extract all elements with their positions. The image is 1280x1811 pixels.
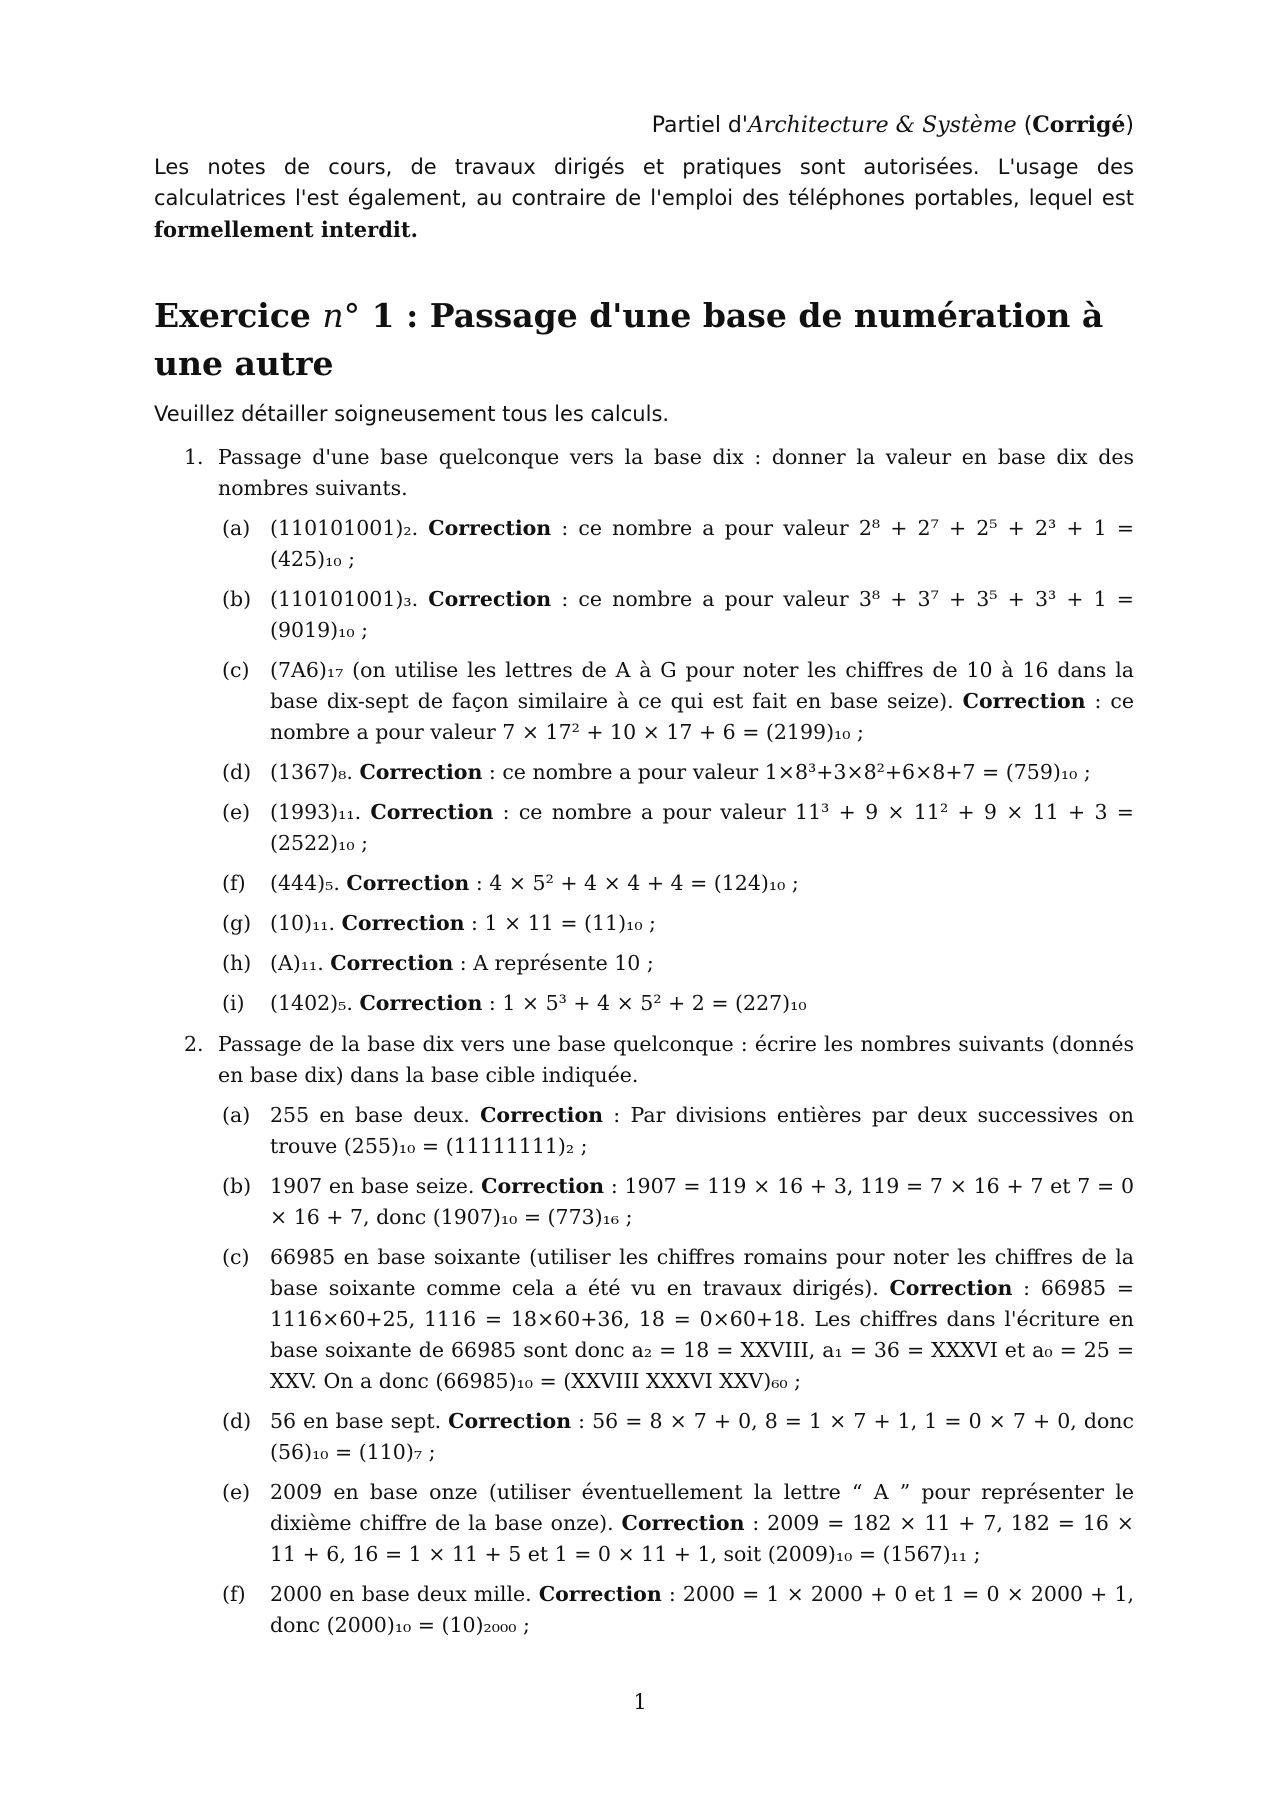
item-text — [270, 1579, 1134, 1641]
correction-answer: : ce nombre a pour valeur 3⁸ + 3⁷ + 3⁵ + 3³ + 1 = (9019)₁₀ ; — [270, 587, 1134, 642]
correction-label: Correction — [481, 1174, 605, 1198]
intro-emphasis: formellement interdit. — [154, 217, 418, 242]
item-text — [270, 757, 1134, 788]
correction-answer: : 56 = 8 × 7 + 0, 8 = 1 × 7 + 1, 1 = 0 × 7 + 0, donc (56)₁₀ = (110)₇ ; — [270, 1409, 1134, 1464]
item-label: (h) — [222, 951, 252, 975]
item-number: (1993)₁₁. — [270, 800, 362, 824]
course-name: Architecture & Système — [747, 113, 1017, 138]
correction-label: Correction — [621, 1511, 745, 1535]
item-number: (1402)₅. — [270, 991, 353, 1015]
item-label: (f) — [222, 1582, 246, 1606]
item-text — [270, 797, 1134, 859]
item-text — [270, 655, 1134, 748]
item-label: (f) — [222, 871, 246, 895]
item-text — [270, 948, 1134, 979]
list-item — [218, 655, 1134, 748]
item-text — [270, 513, 1134, 575]
list-item — [218, 797, 1134, 859]
correction-answer: : 1 × 11 = (11)₁₀ ; — [464, 911, 656, 935]
correction-label: Correction — [889, 1276, 1013, 1300]
correction-label: Correction — [962, 689, 1086, 713]
intro-paragraph — [154, 152, 1134, 246]
item-text — [270, 1100, 1134, 1162]
question-number: 1. — [184, 445, 204, 469]
list-item — [218, 513, 1134, 575]
correction-answer: : ce nombre a pour valeur 1×8³+3×8²+6×8+7 = (759)₁₀ ; — [482, 760, 1091, 784]
list-item — [218, 757, 1134, 788]
correction-label: Correction — [428, 516, 552, 540]
item-label: (b) — [222, 587, 252, 611]
list-item — [218, 1242, 1134, 1397]
item-number: 1907 en base seize. — [270, 1174, 475, 1198]
correction-label: Correction — [359, 760, 483, 784]
intro-text: Les notes de cours, de travaux dirigés et pratiques sont autorisées. L'usage des calculatrices l'est également, au contraire de l'emploi des téléphones portables, lequel est — [154, 155, 1134, 210]
correction-label: Correction — [341, 911, 465, 935]
correction-answer: : ce nombre a pour valeur 7 × 17² + 10 × 17 + 6 = (2199)₁₀ ; — [270, 689, 1134, 744]
item-text — [270, 1171, 1134, 1233]
correction-label: Correction — [359, 991, 483, 1015]
list-item — [218, 868, 1134, 899]
question-text: Passage d'une base quelconque vers la base dix : donner la valeur en base dix des nombres suivants. — [218, 445, 1134, 500]
item-number: 2009 en base onze (utiliser éventuellement la lettre “ A ” pour représenter le dixième chiffre de la base onze). — [270, 1480, 1134, 1535]
list-item — [218, 948, 1134, 979]
correction-label: Correction — [428, 587, 552, 611]
correction-label: Correction — [480, 1103, 604, 1127]
correction-label: Correction — [448, 1409, 572, 1433]
correction-answer: : ce nombre a pour valeur 2⁸ + 2⁷ + 2⁵ + 2³ + 1 = (425)₁₀ ; — [270, 516, 1134, 571]
item-label: (a) — [222, 1103, 251, 1127]
question-text: Passage de la base dix vers une base quelconque : écrire les nombres suivants (donnés en base dix) dans la base cible indiquée. — [218, 1032, 1134, 1087]
item-label: (b) — [222, 1174, 252, 1198]
item-number: (444)₅. — [270, 871, 340, 895]
item-label: (d) — [222, 760, 252, 784]
question-number: 2. — [184, 1032, 204, 1056]
list-item — [218, 908, 1134, 939]
item-label: (c) — [222, 1245, 250, 1269]
question-1 — [154, 442, 1134, 1019]
item-text — [270, 988, 1134, 1019]
list-item — [218, 988, 1134, 1019]
item-label: (c) — [222, 658, 250, 682]
item-number: (7A6)₁₇ (on utilise les lettres de A à G pour noter les chiffres de 10 à 16 dans la base dix-sept de façon similaire à ce qui est fait en base seize). — [270, 658, 1134, 713]
correction-label: Correction — [370, 800, 494, 824]
instruction-text: Veuillez détailler soigneusement tous les calculs. — [154, 402, 670, 426]
list-item — [218, 584, 1134, 646]
item-label: (d) — [222, 1409, 252, 1433]
item-text — [270, 908, 1134, 939]
item-text — [270, 1242, 1134, 1397]
header-open-paren: ( — [1023, 113, 1033, 138]
correction-label: Correction — [346, 871, 470, 895]
list-item — [218, 1171, 1134, 1233]
correction-answer: : Par divisions entières par deux successives on trouve (255)₁₀ = (11111111)₂ ; — [270, 1103, 1134, 1158]
item-label: (i) — [222, 991, 245, 1015]
item-label: (a) — [222, 516, 251, 540]
list-item — [218, 1477, 1134, 1570]
list-item — [218, 1406, 1134, 1468]
item-number: (110101001)₃. — [270, 587, 419, 611]
list-item — [218, 1100, 1134, 1162]
item-number: 56 en base sept. — [270, 1409, 442, 1433]
header-close-paren: ) — [1125, 113, 1134, 138]
item-text — [270, 868, 1134, 899]
question-2 — [154, 1029, 1134, 1641]
correction-answer: : 2000 = 1 × 2000 + 0 et 1 = 0 × 2000 + 1, donc (2000)₁₀ = (10)₂₀₀₀ ; — [270, 1582, 1135, 1637]
correction-answer: : A représente 10 ; — [453, 951, 654, 975]
title-rest: 1 : Passage d'une base de numération à une autre — [154, 296, 1104, 383]
page-header — [652, 112, 1134, 138]
correction-label: Correction — [538, 1582, 662, 1606]
correction-label: Correction — [330, 951, 454, 975]
corrige-tag: Corrigé — [1032, 112, 1126, 138]
item-label: (g) — [222, 911, 252, 935]
correction-answer: : 2009 = 182 × 11 + 7, 182 = 16 × 11 + 6, 16 = 1 × 11 + 5 et 1 = 0 × 11 + 1, soit (2009)₁₀ = (1567)₁₁ ; — [270, 1511, 1134, 1566]
item-number: 255 en base deux. — [270, 1103, 470, 1127]
correction-answer: : 1 × 5³ + 4 × 5² + 2 = (227)₁₀ — [482, 991, 807, 1015]
page-number: 1 — [633, 1690, 647, 1714]
item-number: (1367)₈. — [270, 760, 353, 784]
correction-answer: : 4 × 5² + 4 × 4 + 4 = (124)₁₀ ; — [469, 871, 799, 895]
item-number: 2000 en base deux mille. — [270, 1582, 532, 1606]
list-item — [218, 1579, 1134, 1641]
question-list — [154, 442, 1134, 1641]
title-start: Exercice — [154, 296, 323, 335]
item-text — [270, 1406, 1134, 1468]
header-prefix: Partiel d' — [651, 113, 748, 138]
item-label: (e) — [222, 800, 251, 824]
correction-answer: : 66985 = 1116×60+25, 1116 = 18×60+36, 18 = 0×60+18. Les chiffres dans l'écriture en base soixante de 66985 sont donc a₂ = 18 = XXVIII, a₁ = 36 = XXXVI et a₀ = 25 = XXV. On a donc (66985)₁₀ = (XXVIII XXXVI XXV)₆₀ ; — [270, 1276, 1134, 1393]
item-number: (110101001)₂. — [270, 516, 419, 540]
item-number: (A)₁₁. — [270, 951, 324, 975]
item-label: (e) — [222, 1480, 251, 1504]
item-text — [270, 1477, 1134, 1570]
item-number: (10)₁₁. — [270, 911, 336, 935]
item-text — [270, 584, 1134, 646]
title-number-symbol: n° — [322, 296, 361, 335]
correction-answer: : 1907 = 119 × 16 + 3, 119 = 7 × 16 + 7 et 7 = 0 × 16 + 7, donc (1907)₁₀ = (773)₁₆ ; — [270, 1174, 1134, 1229]
correction-answer: : ce nombre a pour valeur 11³ + 9 × 11² + 9 × 11 + 3 = (2522)₁₀ ; — [270, 800, 1134, 855]
exercise-title — [154, 292, 1134, 388]
item-number: 66985 en base soixante (utiliser les chiffres romains pour noter les chiffres de la base soixante comme cela a été vu en travaux dirigés). — [270, 1245, 1134, 1300]
